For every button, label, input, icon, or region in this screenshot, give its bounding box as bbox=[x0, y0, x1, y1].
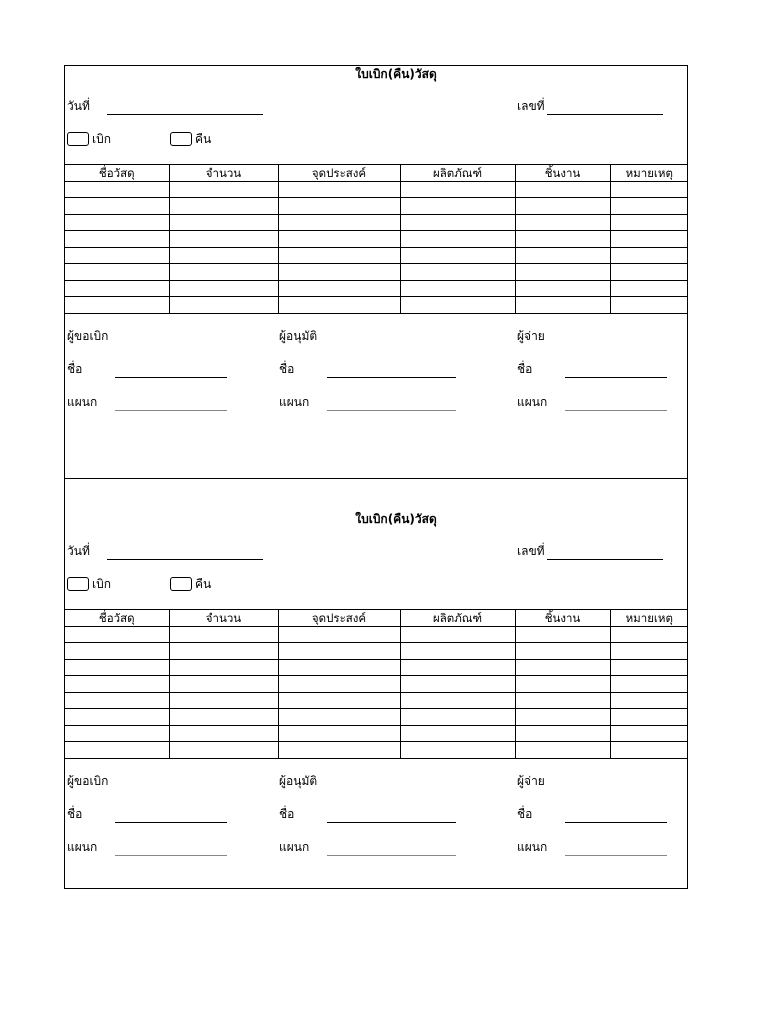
requester-dept-field[interactable] bbox=[115, 410, 227, 411]
issuer-name-label: ชื่อ bbox=[517, 362, 533, 376]
table-cell[interactable] bbox=[515, 214, 610, 231]
table-cell[interactable] bbox=[610, 659, 688, 676]
table-cell[interactable] bbox=[610, 198, 688, 215]
withdraw-checkbox[interactable] bbox=[67, 577, 89, 591]
date-label: วันที่ bbox=[67, 99, 90, 113]
table-cell[interactable] bbox=[515, 198, 610, 215]
table-cell[interactable] bbox=[169, 725, 278, 742]
requester-dept-field[interactable] bbox=[115, 855, 227, 856]
requisition-form-1 bbox=[65, 66, 687, 479]
table-cell[interactable] bbox=[278, 280, 400, 297]
table-cell[interactable] bbox=[610, 709, 688, 726]
table-cell[interactable] bbox=[400, 643, 515, 660]
table-cell[interactable] bbox=[278, 181, 400, 198]
table-cell[interactable] bbox=[400, 742, 515, 759]
issuer-dept-field[interactable] bbox=[565, 410, 667, 411]
table-cell[interactable] bbox=[169, 643, 278, 660]
table-cell[interactable] bbox=[65, 659, 169, 676]
table-cell[interactable] bbox=[610, 264, 688, 281]
table-cell[interactable] bbox=[515, 692, 610, 709]
column-header: ชื่อวัสดุ bbox=[65, 165, 169, 182]
table-cell[interactable] bbox=[400, 626, 515, 643]
table-row bbox=[65, 247, 688, 264]
requisition-form-2 bbox=[65, 511, 687, 889]
table-cell[interactable] bbox=[169, 709, 278, 726]
column-header: ชื่อวัสดุ bbox=[65, 610, 169, 627]
approver-name-label: ชื่อ bbox=[279, 807, 295, 821]
table-row bbox=[65, 181, 688, 198]
table-cell[interactable] bbox=[610, 297, 688, 314]
form-title: ใบเบิก(คืน)วัสดุ bbox=[355, 512, 437, 526]
column-header: จำนวน bbox=[169, 610, 278, 627]
items-table bbox=[65, 164, 688, 314]
table-cell[interactable] bbox=[515, 247, 610, 264]
approver-name-field[interactable] bbox=[327, 822, 456, 823]
table-cell[interactable] bbox=[400, 659, 515, 676]
table-cell[interactable] bbox=[610, 692, 688, 709]
table-cell[interactable] bbox=[515, 297, 610, 314]
requester-dept-label: แผนก bbox=[67, 395, 98, 409]
approver-label: ผู้อนุมัติ bbox=[279, 774, 318, 788]
withdraw-label: เบิก bbox=[92, 132, 111, 146]
table-cell[interactable] bbox=[610, 247, 688, 264]
date-field[interactable] bbox=[107, 559, 263, 560]
table-row bbox=[65, 725, 688, 742]
requester-label: ผู้ขอเบิก bbox=[67, 774, 109, 788]
table-cell[interactable] bbox=[65, 181, 169, 198]
table-cell[interactable] bbox=[400, 692, 515, 709]
table-cell[interactable] bbox=[169, 264, 278, 281]
issuer-name-field[interactable] bbox=[565, 377, 667, 378]
table-cell[interactable] bbox=[65, 643, 169, 660]
table-row bbox=[65, 692, 688, 709]
table-cell[interactable] bbox=[65, 198, 169, 215]
issuer-name-label: ชื่อ bbox=[517, 807, 533, 821]
table-row bbox=[65, 297, 688, 314]
requester-dept-label: แผนก bbox=[67, 840, 98, 854]
table-cell[interactable] bbox=[278, 692, 400, 709]
table-cell[interactable] bbox=[400, 198, 515, 215]
table-row bbox=[65, 659, 688, 676]
table-cell[interactable] bbox=[515, 626, 610, 643]
table-cell[interactable] bbox=[610, 181, 688, 198]
table-cell[interactable] bbox=[515, 742, 610, 759]
table-row bbox=[65, 264, 688, 281]
table-cell[interactable] bbox=[65, 692, 169, 709]
table-cell[interactable] bbox=[278, 247, 400, 264]
table-cell[interactable] bbox=[278, 214, 400, 231]
table-cell[interactable] bbox=[610, 643, 688, 660]
table-cell[interactable] bbox=[400, 214, 515, 231]
column-header: ชิ้นงาน bbox=[515, 610, 610, 627]
table-row bbox=[65, 643, 688, 660]
table-row bbox=[65, 198, 688, 215]
issuer-dept-field[interactable] bbox=[565, 855, 667, 856]
column-header: ผลิตภัณฑ์ bbox=[400, 610, 515, 627]
table-cell[interactable] bbox=[278, 709, 400, 726]
table-row bbox=[65, 742, 688, 759]
column-header: หมายเหตุ bbox=[610, 165, 688, 182]
approver-name-field[interactable] bbox=[327, 377, 456, 378]
withdraw-label: เบิก bbox=[92, 577, 111, 591]
table-cell[interactable] bbox=[65, 231, 169, 248]
table-header-row bbox=[65, 610, 688, 627]
table-cell[interactable] bbox=[169, 297, 278, 314]
table-cell[interactable] bbox=[515, 280, 610, 297]
table-cell[interactable] bbox=[169, 676, 278, 693]
table-cell[interactable] bbox=[65, 247, 169, 264]
table-cell[interactable] bbox=[400, 264, 515, 281]
column-header: จุดประสงค์ bbox=[278, 165, 400, 182]
table-cell[interactable] bbox=[278, 297, 400, 314]
table-cell[interactable] bbox=[400, 676, 515, 693]
table-cell[interactable] bbox=[515, 659, 610, 676]
approver-dept-field[interactable] bbox=[327, 855, 456, 856]
return-checkbox[interactable] bbox=[170, 132, 192, 146]
table-cell[interactable] bbox=[610, 742, 688, 759]
table-cell[interactable] bbox=[169, 231, 278, 248]
table-cell[interactable] bbox=[278, 725, 400, 742]
table-cell[interactable] bbox=[400, 709, 515, 726]
table-cell[interactable] bbox=[400, 280, 515, 297]
table-cell[interactable] bbox=[610, 676, 688, 693]
return-checkbox[interactable] bbox=[170, 577, 192, 591]
requester-label: ผู้ขอเบิก bbox=[67, 329, 109, 343]
number-label: เลขที่ bbox=[517, 544, 545, 558]
table-cell[interactable] bbox=[65, 725, 169, 742]
items-table bbox=[65, 609, 688, 759]
table-row bbox=[65, 214, 688, 231]
column-header: จำนวน bbox=[169, 165, 278, 182]
column-header: หมายเหตุ bbox=[610, 610, 688, 627]
table-row bbox=[65, 231, 688, 248]
table-cell[interactable] bbox=[278, 231, 400, 248]
table-cell[interactable] bbox=[278, 659, 400, 676]
table-cell[interactable] bbox=[515, 264, 610, 281]
date-label: วันที่ bbox=[67, 544, 90, 558]
issuer-dept-label: แผนก bbox=[517, 840, 548, 854]
table-cell[interactable] bbox=[515, 181, 610, 198]
table-cell[interactable] bbox=[65, 264, 169, 281]
table-cell[interactable] bbox=[515, 643, 610, 660]
table-cell[interactable] bbox=[610, 280, 688, 297]
withdraw-checkbox[interactable] bbox=[67, 132, 89, 146]
table-cell[interactable] bbox=[65, 626, 169, 643]
issuer-label: ผู้จ่าย bbox=[517, 329, 545, 343]
number-field[interactable] bbox=[547, 114, 663, 115]
approver-dept-label: แผนก bbox=[279, 395, 310, 409]
table-header-row bbox=[65, 165, 688, 182]
return-label: คืน bbox=[195, 577, 212, 591]
table-cell[interactable] bbox=[65, 676, 169, 693]
table-row bbox=[65, 280, 688, 297]
table-cell[interactable] bbox=[278, 626, 400, 643]
number-label: เลขที่ bbox=[517, 99, 545, 113]
table-cell[interactable] bbox=[65, 214, 169, 231]
table-row bbox=[65, 676, 688, 693]
table-cell[interactable] bbox=[400, 231, 515, 248]
column-header: ผลิตภัณฑ์ bbox=[400, 165, 515, 182]
table-cell[interactable] bbox=[515, 231, 610, 248]
table-row bbox=[65, 709, 688, 726]
table-cell[interactable] bbox=[278, 198, 400, 215]
table-cell[interactable] bbox=[169, 742, 278, 759]
approver-dept-label: แผนก bbox=[279, 840, 310, 854]
table-cell[interactable] bbox=[169, 659, 278, 676]
requester-name-field[interactable] bbox=[115, 377, 227, 378]
table-cell[interactable] bbox=[278, 643, 400, 660]
requisition-page bbox=[64, 65, 688, 889]
requester-name-field[interactable] bbox=[115, 822, 227, 823]
issuer-label: ผู้จ่าย bbox=[517, 774, 545, 788]
table-cell[interactable] bbox=[610, 214, 688, 231]
form-title: ใบเบิก(คืน)วัสดุ bbox=[355, 67, 437, 81]
table-cell[interactable] bbox=[169, 692, 278, 709]
requester-name-label: ชื่อ bbox=[67, 362, 83, 376]
number-field[interactable] bbox=[547, 559, 663, 560]
table-cell[interactable] bbox=[65, 280, 169, 297]
approver-name-label: ชื่อ bbox=[279, 362, 295, 376]
table-cell[interactable] bbox=[400, 297, 515, 314]
column-header: ชิ้นงาน bbox=[515, 165, 610, 182]
issuer-dept-label: แผนก bbox=[517, 395, 548, 409]
table-cell[interactable] bbox=[400, 725, 515, 742]
issuer-name-field[interactable] bbox=[565, 822, 667, 823]
requester-name-label: ชื่อ bbox=[67, 807, 83, 821]
table-cell[interactable] bbox=[610, 725, 688, 742]
table-cell[interactable] bbox=[169, 214, 278, 231]
table-cell[interactable] bbox=[65, 297, 169, 314]
table-cell[interactable] bbox=[169, 626, 278, 643]
table-cell[interactable] bbox=[400, 247, 515, 264]
table-cell[interactable] bbox=[65, 742, 169, 759]
approver-label: ผู้อนุมัติ bbox=[279, 329, 318, 343]
table-row bbox=[65, 626, 688, 643]
table-cell[interactable] bbox=[610, 626, 688, 643]
table-cell[interactable] bbox=[515, 725, 610, 742]
table-cell[interactable] bbox=[65, 709, 169, 726]
table-cell[interactable] bbox=[278, 742, 400, 759]
table-cell[interactable] bbox=[610, 231, 688, 248]
table-cell[interactable] bbox=[515, 676, 610, 693]
table-cell[interactable] bbox=[169, 198, 278, 215]
table-cell[interactable] bbox=[169, 280, 278, 297]
return-label: คืน bbox=[195, 132, 212, 146]
table-cell[interactable] bbox=[400, 181, 515, 198]
date-field[interactable] bbox=[107, 114, 263, 115]
table-cell[interactable] bbox=[278, 676, 400, 693]
table-cell[interactable] bbox=[169, 181, 278, 198]
approver-dept-field[interactable] bbox=[327, 410, 456, 411]
table-cell[interactable] bbox=[515, 709, 610, 726]
column-header: จุดประสงค์ bbox=[278, 610, 400, 627]
table-cell[interactable] bbox=[169, 247, 278, 264]
table-cell[interactable] bbox=[278, 264, 400, 281]
